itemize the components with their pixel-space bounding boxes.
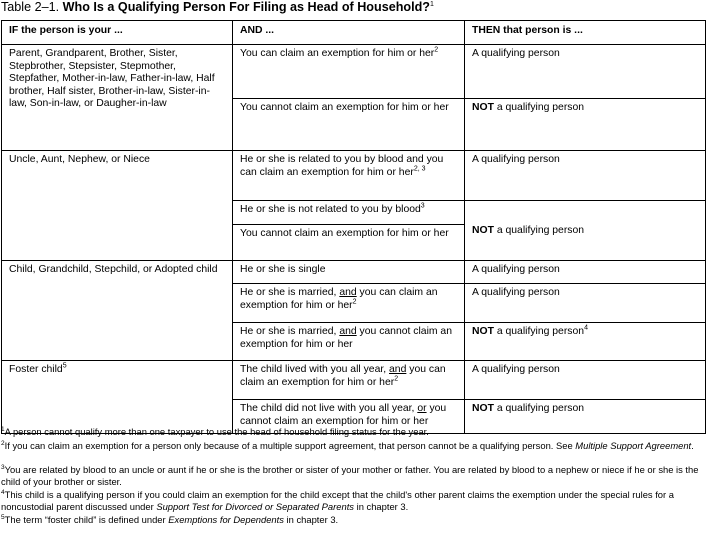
result-cell: A qualifying person — [465, 361, 706, 400]
qualifying-person-table — [1, 20, 706, 434]
footnote-1: $^1$A person cannot qualify more than one taxpayer to use the head of household filing status for the year. — [1, 425, 429, 437]
result-cell: NOT a qualifying person — [465, 201, 706, 261]
result-cell: NOT a qualifying person — [465, 98, 706, 150]
relation-parent: Parent, Grandparent, Brother, Sister, Stepbrother, Stepsister, Stepmother, Stepfather, Mother-in-law, Father-in-law, Half brother, Half sister, Brother-in-law, Sister-in-law, Son-in-law, or Daugher-in-law — [2, 45, 233, 151]
condition-cell: The child lived with you all year, and you can claim an exemption for him or her$^2$ — [233, 361, 465, 400]
result-cell: A qualifying person — [465, 261, 706, 284]
table-row — [2, 261, 706, 284]
header-and: AND ... — [233, 21, 465, 45]
result-cell: A qualifying person — [465, 151, 706, 201]
condition-cell: You cannot claim an exemption for him or her — [233, 98, 465, 150]
table-heading: Who Is a Qualifying Person For Filing as Head of Household? — [62, 0, 430, 14]
condition-cell: He or she is married, and you cannot claim an exemption for him or her — [233, 323, 465, 361]
condition-cell: You can claim an exemption for him or her$^2$ — [233, 45, 465, 99]
table-number: Table 2–1. — [1, 0, 60, 14]
footnote-5: $^5$The term “foster child” is defined under Exemptions for Dependents in chapter 3. — [1, 513, 339, 525]
condition-cell: He or she is single — [233, 261, 465, 284]
condition-cell: You cannot claim an exemption for him or her — [233, 225, 465, 261]
condition-cell: He or she is married, and you can claim an exemption for him or her$^2$ — [233, 284, 465, 323]
result-cell: NOT a qualifying person$^4$ — [465, 323, 706, 361]
table-row — [2, 151, 706, 201]
table-title — [1, 0, 434, 15]
relation-uncle: Uncle, Aunt, Nephew, or Niece — [2, 151, 233, 261]
footnote-3: $^3$You are related by blood to an uncle or aunt if he or she is the brother or sister of your mother or father. You are related by blood to a nephew or niece if he or she is the child of your brother or sister. — [1, 463, 699, 487]
table-row — [2, 361, 706, 400]
result-cell: A qualifying person — [465, 45, 706, 99]
table-header-row — [2, 21, 706, 45]
condition-cell: The child did not live with you all year, or you cannot claim an exemption for him or her — [233, 400, 465, 434]
result-cell: NOT a qualifying person — [465, 400, 706, 434]
condition-cell: He or she is related to you by blood and you can claim an exemption for him or her$^{2, 3}$ — [233, 151, 465, 201]
header-if-person: IF the person is your ... — [2, 21, 233, 45]
table-row — [2, 45, 706, 99]
relation-child: Child, Grandchild, Stepchild, or Adopted child — [2, 261, 233, 361]
relation-foster: Foster child$^5$ — [2, 361, 233, 434]
condition-cell: He or she is not related to you by blood$^3$ — [233, 201, 465, 225]
footnote-4: $^4$This child is a qualifying person if you could claim an exemption for the child except that the child's other parent claims the exemption under the special rules for a noncustodial parent discussed under Support Test for Divorced or Separated Parents in chapter 3. — [1, 488, 674, 512]
footnote-2: $^2$If you can claim an exemption for a person only because of a multiple support agreement, that person cannot be a qualifying person. See Multiple Support Agreement. — [1, 439, 694, 451]
title-footnote-marker: 1 — [429, 0, 434, 8]
header-then: THEN that person is ... — [465, 21, 706, 45]
result-cell: A qualifying person — [465, 284, 706, 323]
